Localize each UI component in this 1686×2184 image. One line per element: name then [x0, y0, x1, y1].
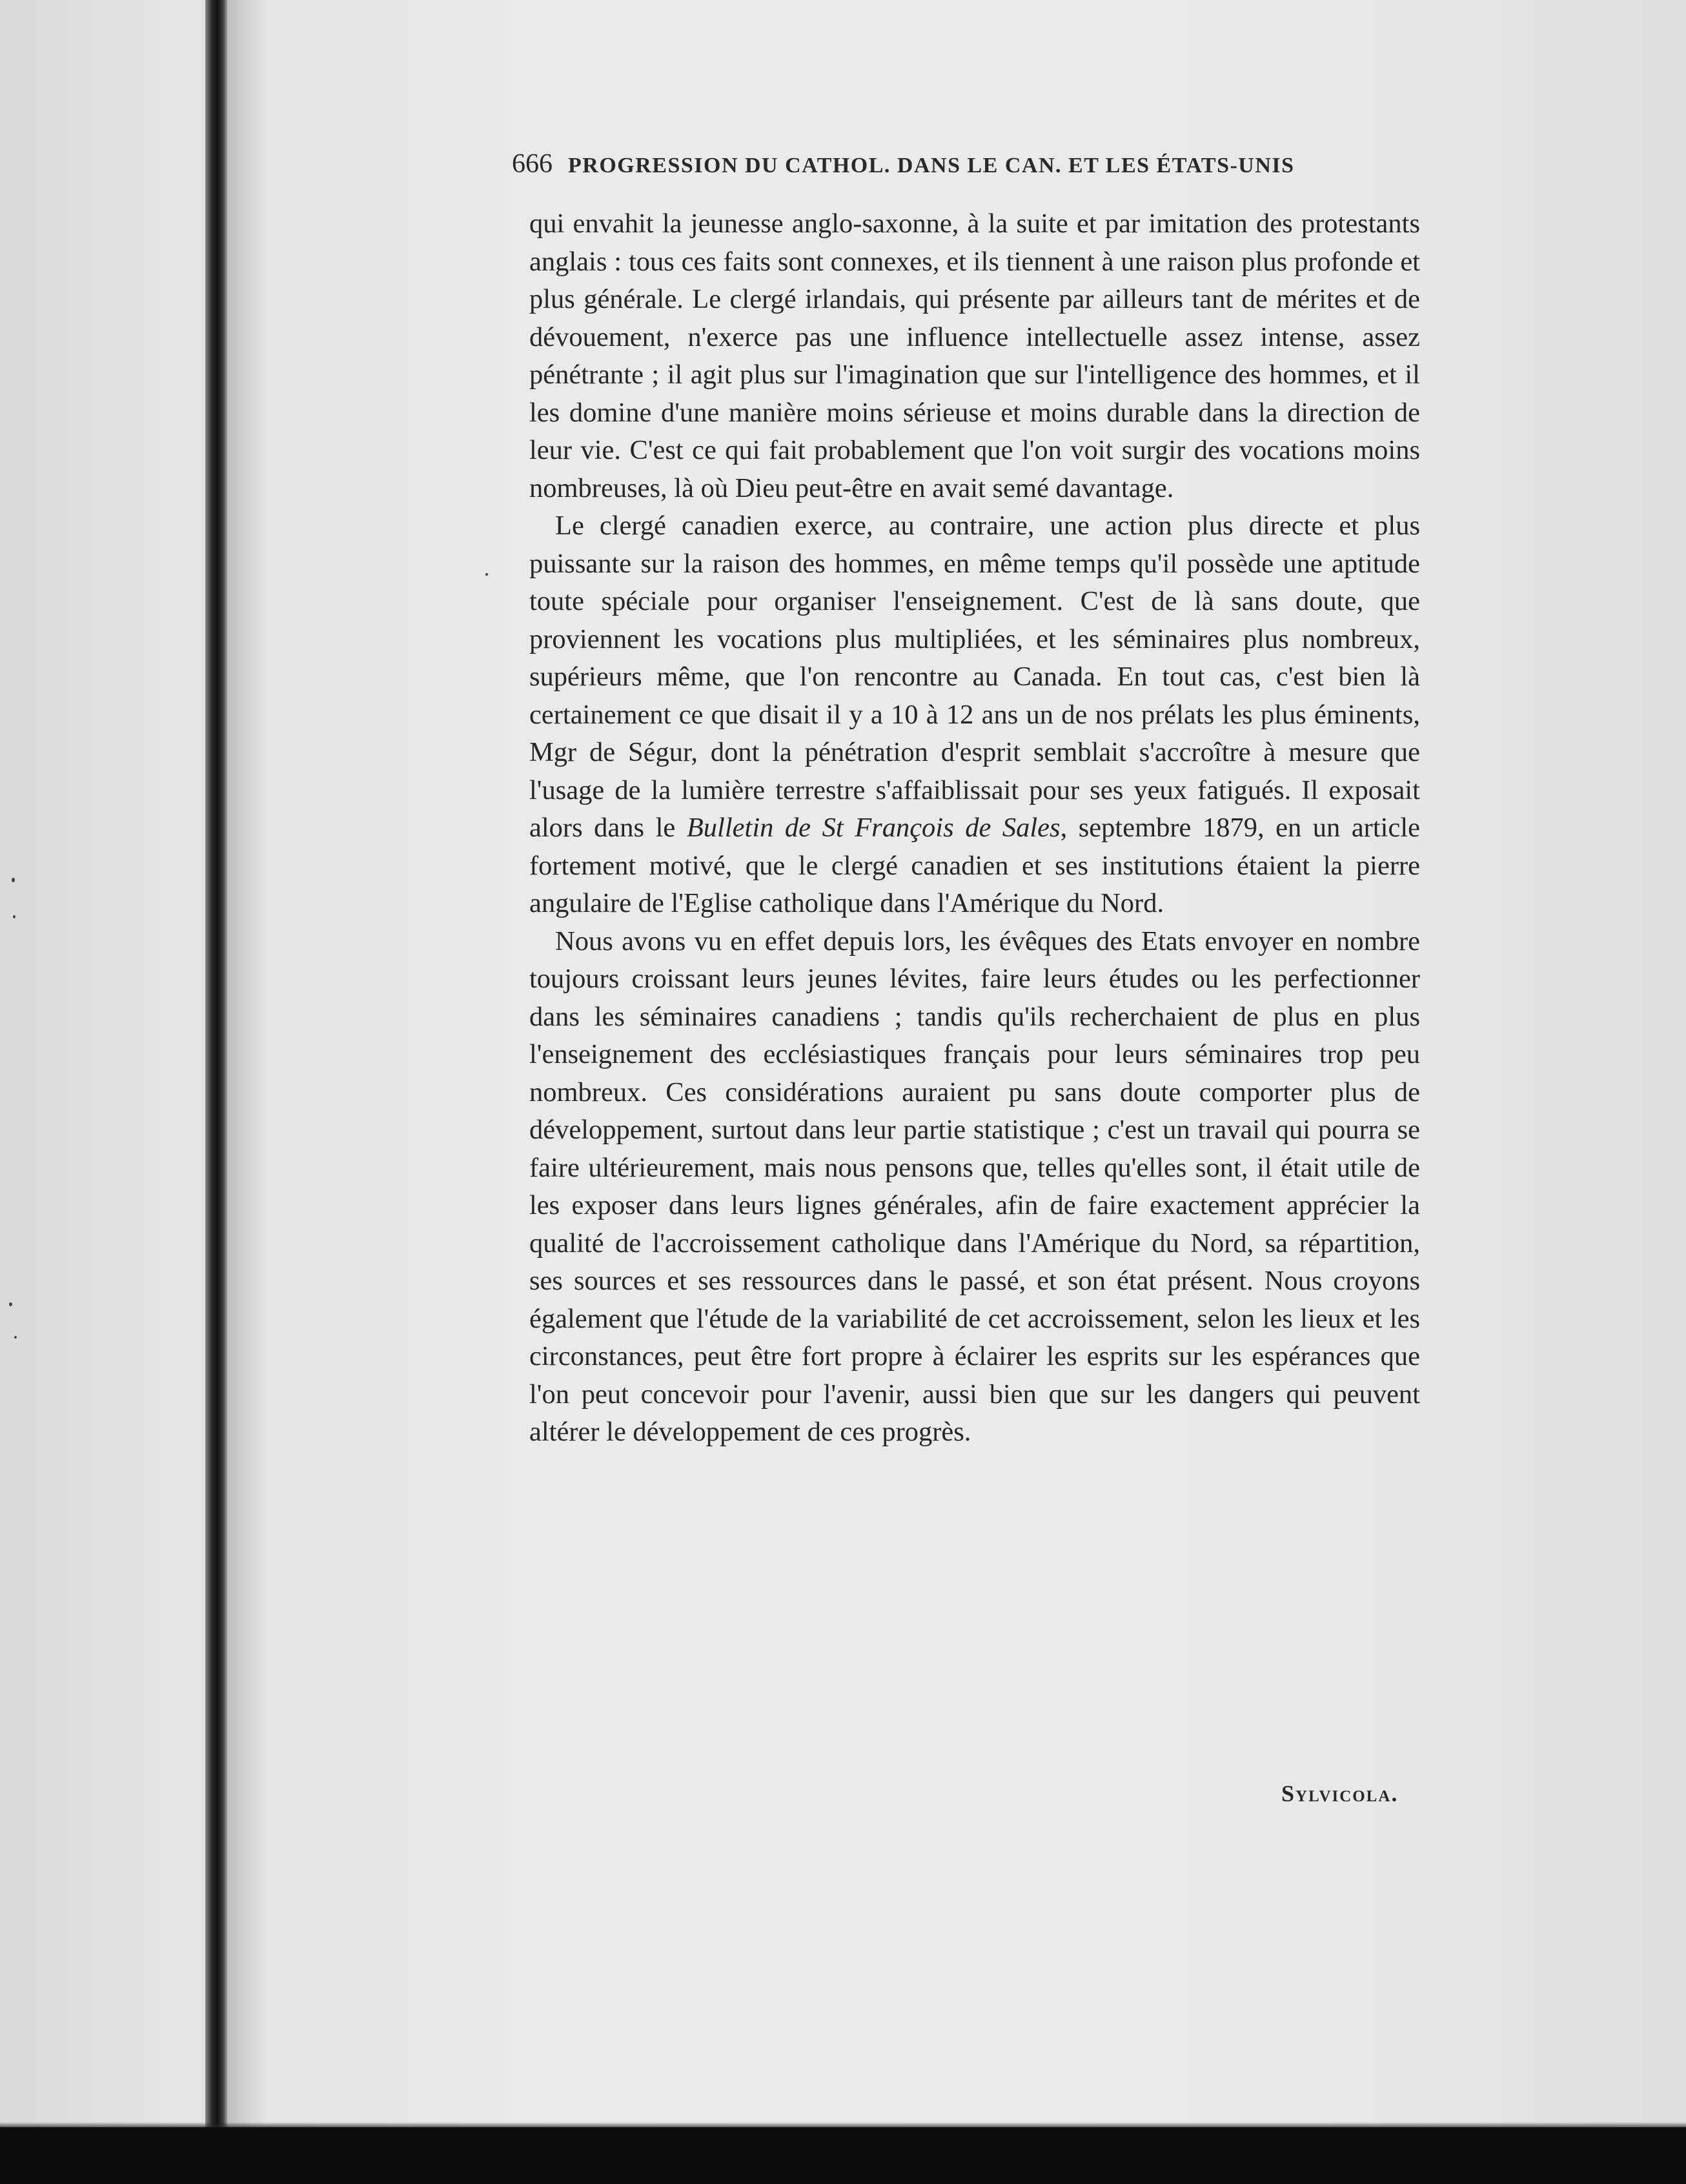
author-signature: Sylvicola.	[1281, 1781, 1399, 1806]
bulletin-title: Bulletin de St François de Sales	[686, 813, 1061, 843]
scan-speck	[9, 1302, 12, 1306]
binding-shadow	[227, 0, 266, 2130]
paragraph-canadian-clergy	[529, 507, 1420, 923]
running-head-title: PROGRESSION DU CATHOL. DANS LE CAN. ET LES ÉTATS-UNIS	[568, 154, 1295, 177]
running-head	[512, 150, 1416, 180]
paragraph-conclusion: Nous avons vu en effet depuis lors, les évêques des Etats envoyer en nombre toujours croissant leurs jeunes lévites, faire leurs études ou les perfectionner dans les séminaires canadiens ; tandis qu'ils recherchaient de plus en plus l'enseignement des ecclésiastiques français pour leurs séminaires trop peu nombreux. Ces considérations auraient pu sans doute comporter plus de développement, surtout dans leur partie statistique ; c'est un travail qui pourra se faire ultérieurement, mais nous pensons que, telles qu'elles sont, il était utile de les exposer dans leurs lignes générales, afin de faire exactement apprécier la qualité de l'accroissement catholique dans l'Amérique du Nord, sa répartition, ses sources et ses ressources dans le passé, et son état présent. Nous croyons également que l'étude de la variabilité de cet accroissement, selon les lieux et les circonstances, peut être fort propre à éclairer les esprits sur les espérances que l'on peut concevoir pour l'avenir, aussi bien que sur les dangers qui peuvent altérer le développement de ces progrès.	[529, 925, 1420, 1447]
page-number: 666	[512, 149, 553, 179]
paragraph-continuation: qui envahit la jeunesse anglo-saxonne, à la suite et par imitation des protestants anglais : tous ces faits sont connexes, et ils tiennent à une raison plus profonde et plus générale. Le clergé irlandais, qui présente par ailleurs tant de mérites et de dévouement, n'exerce pas une influence intellectuelle assez intense, assez pénétrante ; il agit plus sur l'imagination que sur l'intelligence des hommes, et il les domine d'une manière moins sérieuse et moins durable dans la direction de leur vie. C'est ce qui fait probablement que l'on voit surgir des vocations moins nombreuses, là où Dieu peut-être en avait semé davantage.	[529, 208, 1420, 503]
paragraph-text: , septembre 1879, en un article fortement motivé, que le clergé canadien et ses institutions étaient la pierre angulaire de l'Eglise catholique dans l'Amérique du Nord.	[529, 813, 1420, 918]
book-binding-edge	[205, 0, 227, 2130]
scan-speck	[12, 878, 15, 882]
scan-speck	[13, 915, 15, 918]
article-body	[529, 205, 1420, 1451]
scan-speck	[14, 1336, 17, 1339]
paragraph-text: Le clergé canadien exerce, au contraire, une action plus directe et plus puissante sur la raison des hommes, en même temps qu'il possède une aptitude toute spéciale pour organiser l'enseignement. C'est de là sans doute, que proviennent les vocations plus multipliées, et les séminaires plus nombreux, supérieurs même, que l'on rencontre au Canada. En tout cas, c'est bien là certainement ce que disait il y a 10 à 12 ans un de nos prélats les plus éminents, Mgr de Ségur, dont la pénétration d'esprit semblait s'accroître à mesure que l'usage de la lumière terrestre s'affaiblissait pour ses yeux fatigués. Il exposait alors dans le	[529, 511, 1420, 843]
scan-speck	[485, 573, 488, 576]
scan-bottom-border	[0, 2127, 1686, 2184]
